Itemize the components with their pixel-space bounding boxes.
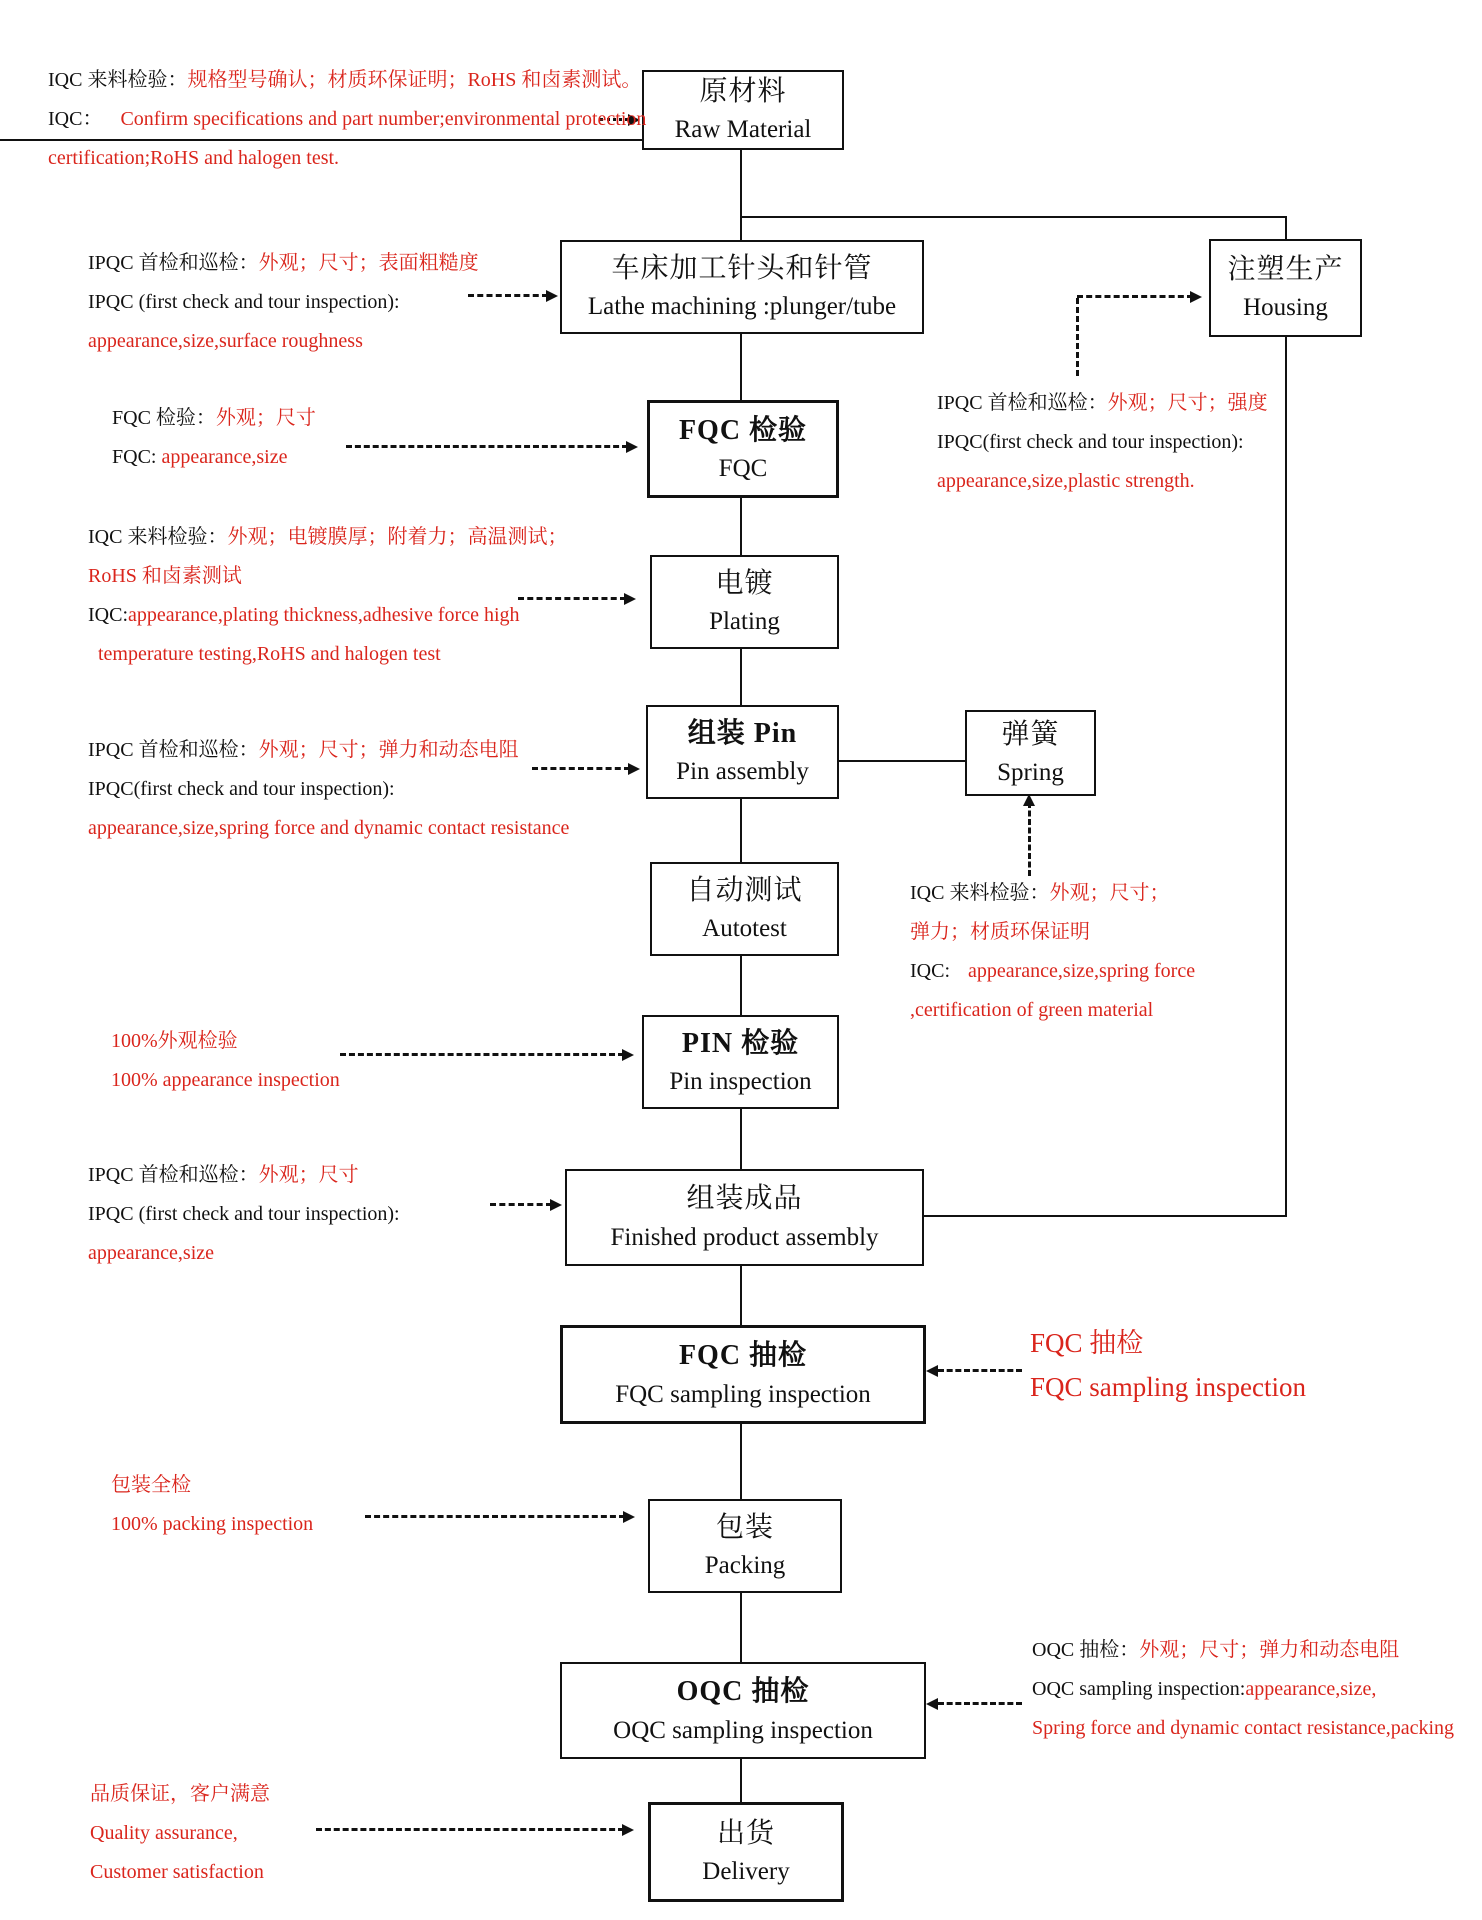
annotation-line [111,1067,340,1093]
annotation-line [937,468,1268,494]
annotation-text-red: 规格型号确认；材质环保证明；RoHS 和卤素测试。 [187,69,642,91]
connector-finished-to-fqcsampling [740,1262,742,1325]
annotation-text-red: Spring force and dynamic contact resistance,packing [1032,1717,1455,1739]
node-spring-en: Spring [997,759,1064,787]
annotation-text-red: 外观；尺寸； [1049,882,1170,904]
node-fqc-sampling-en: FQC sampling inspection [615,1380,871,1408]
annotation-text-red: FQC sampling inspection [1030,1372,1306,1402]
node-lathe-machining [560,240,924,334]
annotation-quality-assurance [90,1781,270,1898]
dashed-arrow-iqc-spring [1028,802,1031,876]
dashed-arrow-ipqc-housing-h [1077,295,1193,298]
annotation-text-black: IQC: [910,960,950,982]
annotation-text-black: FQC: [112,446,157,468]
annotation-text-red: 品质保证，客户满意 [90,1783,270,1805]
arrowhead-icon [624,593,636,605]
node-pin-assembly [646,705,839,799]
node-raw-material-en: Raw Material [674,116,812,144]
node-oqc-sampling-en: OQC sampling inspection [613,1716,873,1744]
annotation-line [90,1820,270,1846]
node-spring-zh: 弹簧 [1001,718,1060,750]
dashed-arrow-pininspection [340,1053,624,1056]
annotation-line [48,67,646,93]
annotation-text-black: IPQC (first check and tour inspection): [88,1203,400,1225]
annotation-line [111,1511,313,1537]
node-plating-zh: 电镀 [715,567,774,599]
dashed-arrow-ipqc-finished [490,1203,552,1206]
node-pin-assembly-en: Pin assembly [676,758,809,786]
node-oqc-sampling-zh: OQC 抽检 [676,1676,810,1708]
annotation-line [112,444,316,470]
annotation-text-red: 100%外观检验 [111,1030,238,1052]
node-autotest-zh: 自动测试 [686,874,803,906]
connector-housing-to-finished [920,1215,1287,1217]
annotation-text-red: certification;RoHS and halogen test. [48,147,340,169]
connector-housing-down [1285,333,1287,1216]
node-fqc-inspection-en: FQC [718,455,768,483]
node-packing [648,1499,842,1593]
annotation-text-red: appearance,plating thickness,adhesive force high [128,604,520,626]
connector-autotest-to-pininspection [740,952,742,1015]
arrowhead-icon [550,1199,562,1211]
annotation-fqc [112,405,316,483]
node-spring [965,710,1096,796]
annotation-line [88,737,569,763]
annotation-text-red: Confirm specifications and part number;environmental protection [120,108,647,130]
node-delivery-zh: 出货 [716,1817,775,1849]
annotation-ipqc-pin-assembly [88,737,569,854]
annotation-line [1032,1715,1454,1741]
annotation-line [88,289,479,315]
annotation-text-red: appearance,size, [1245,1678,1377,1700]
annotation-line [88,776,569,802]
annotation-line [112,405,316,431]
annotation-text-red: 外观；电镀膜厚；附着力；高温测试； [227,526,568,548]
arrowhead-icon [1190,291,1202,303]
annotation-text-red: appearance,size,surface roughness [88,330,363,352]
node-oqc-sampling [560,1662,926,1759]
node-pin-inspection [642,1015,839,1109]
annotation-line [88,328,479,354]
annotation-text-black: IQC: [88,604,128,626]
node-finished-assembly [565,1169,924,1266]
arrowhead-icon [623,1511,635,1523]
node-finished-assembly-en: Finished product assembly [610,1223,879,1251]
node-fqc-sampling [560,1325,926,1424]
annotation-text-black: IQC 来料检验： [48,69,188,91]
annotation-text-black: OQC sampling inspection: [1032,1678,1246,1700]
annotation-text-black: IPQC(first check and tour inspection): [937,431,1244,453]
annotation-text-black: IPQC 首检和巡检： [937,392,1108,414]
dashed-arrow-fqc [346,445,628,448]
annotation-oqc-sampling [1032,1637,1454,1754]
node-packing-zh: 包装 [715,1511,774,1543]
annotation-iqc-spring [910,880,1195,1036]
connector-pininspection-to-finished [740,1105,742,1169]
annotation-text-red: 弹力；材质环保证明 [910,921,1090,943]
annotation-text-red: Quality assurance, [90,1822,238,1844]
annotation-text-black: FQC 检验： [112,407,216,429]
annotation-text-black: IPQC (first check and tour inspection): [88,291,400,313]
node-finished-assembly-zh: 组装成品 [686,1183,803,1215]
arrowhead-icon [926,1365,938,1377]
connector-plating-to-pinassembly [740,645,742,705]
annotation-line [1032,1676,1454,1702]
annotation-text-red: temperature testing,RoHS and halogen test [98,643,441,665]
node-housing [1209,239,1362,337]
annotation-appearance-inspection [111,1028,340,1106]
arrowhead-icon [546,290,558,302]
annotation-text-red: 外观；尺寸；强度 [1107,392,1268,414]
annotation-line [88,524,567,550]
annotation-line [111,1472,313,1498]
annotation-line [88,641,567,667]
arrowhead-icon [626,441,638,453]
annotation-line [88,602,567,628]
annotation-text-black: IPQC(first check and tour inspection): [88,778,395,800]
annotation-line [88,1240,400,1266]
arrowhead-icon [622,1824,634,1836]
annotation-text-red: 100% appearance inspection [111,1069,340,1091]
node-pin-assembly-zh: 组装 Pin [687,717,798,749]
annotation-text-red: 100% packing inspection [111,1513,314,1535]
annotation-text-red: 外观；尺寸 [258,1164,359,1186]
node-fqc-inspection-zh: FQC 检验 [678,414,808,446]
annotation-line [1030,1328,1306,1358]
dashed-arrow-oqcsampling [938,1702,1022,1705]
node-fqc-sampling-zh: FQC 抽检 [678,1340,808,1372]
annotation-line [910,997,1195,1023]
node-housing-zh: 注塑生产 [1227,253,1344,285]
node-lathe-machining-zh: 车床加工针头和针管 [611,252,873,284]
node-autotest-en: Autotest [702,915,787,943]
annotation-text-red: 包装全检 [111,1474,191,1496]
dashed-arrow-ipqc-lathe [468,294,548,297]
annotation-text-red: 外观；尺寸；弹力和动态电阻 [1139,1639,1400,1661]
annotation-line [910,919,1195,945]
annotation-text-red: RoHS 和卤素测试 [88,565,242,587]
annotation-text-red: appearance,size [161,446,288,468]
node-delivery [648,1802,844,1902]
annotation-text-black: IPQC 首检和巡检： [88,739,259,761]
node-pin-inspection-zh: PIN 检验 [681,1027,800,1059]
annotation-text-red: appearance,size,spring force [968,960,1196,982]
annotation-text-black: IQC 来料检验： [910,882,1050,904]
connector-fqc-to-plating [740,492,742,555]
annotation-line [48,145,646,171]
annotation-text-red: 外观；尺寸 [215,407,316,429]
node-pin-inspection-en: Pin inspection [669,1068,812,1096]
annotation-line [1032,1637,1454,1663]
annotation-iqc-raw-material [48,67,646,184]
annotation-text-black: IQC 来料检验： [88,526,228,548]
connector-fqcsampling-to-packing [740,1418,742,1499]
annotation-line [111,1028,340,1054]
node-autotest [650,862,839,956]
annotation-iqc-plating [88,524,567,680]
node-packing-en: Packing [704,1552,786,1580]
node-delivery-en: Delivery [702,1858,790,1886]
annotation-line [90,1859,270,1885]
connector-packing-to-oqcsampling [740,1589,742,1662]
annotation-text-red: appearance,size [88,1242,215,1264]
annotation-text-black: IPQC 首检和巡检： [88,252,259,274]
annotation-fqc-sampling [1030,1328,1306,1416]
annotation-ipqc-lathe [88,250,479,367]
annotation-line [88,250,479,276]
node-plating-en: Plating [709,608,780,636]
annotation-text-red: 外观；尺寸；弹力和动态电阻 [258,739,519,761]
annotation-packing-inspection [111,1472,313,1550]
connector-branch-housing-drop [1285,216,1287,239]
annotation-ipqc-finished [88,1162,400,1279]
annotation-text-red: appearance,size,spring force and dynamic contact resistance [88,817,570,839]
connector-lathe-to-fqc [740,330,742,400]
annotation-text-red: 外观；尺寸；表面粗糙度 [258,252,479,274]
connector-pinassembly-to-spring [835,760,965,762]
annotation-line [88,563,567,589]
arrowhead-icon [622,1049,634,1061]
dashed-arrow-packing [365,1515,625,1518]
annotation-line [88,815,569,841]
annotation-line [937,390,1268,416]
node-raw-material [642,70,844,150]
connector-raw-to-lathe [740,146,742,240]
annotation-text-red: ,certification of green material [910,999,1154,1021]
node-housing-en: Housing [1243,294,1328,322]
annotation-text-black: IPQC 首检和巡检： [88,1164,259,1186]
annotation-line [1030,1372,1306,1402]
node-plating [650,555,839,649]
arrowhead-icon [926,1698,938,1710]
annotation-line [88,1162,400,1188]
connector-pinassembly-to-autotest [740,795,742,862]
node-fqc-inspection [647,400,839,498]
connector-branch-to-housing [740,216,1287,218]
arrowhead-icon [628,763,640,775]
connector-oqcsampling-to-delivery [740,1755,742,1802]
annotation-text-black: OQC 抽检： [1032,1639,1140,1661]
annotation-line [937,429,1268,455]
annotation-ipqc-housing [937,390,1268,507]
annotation-line [910,958,1195,984]
annotation-line [910,880,1195,906]
dashed-arrow-delivery [316,1828,624,1831]
annotation-line [90,1781,270,1807]
dashed-arrow-ipqc-housing-v [1076,298,1079,376]
annotation-text-red: appearance,size,plastic strength. [937,470,1195,492]
annotation-text-red: Customer satisfaction [90,1861,264,1883]
annotation-line [88,1201,400,1227]
node-lathe-machining-en: Lathe machining :plunger/tube [587,293,897,321]
annotation-text-black: IQC： [48,108,103,130]
node-raw-material-zh: 原材料 [699,75,787,107]
annotation-line [48,106,646,132]
dashed-arrow-fqcsampling [938,1369,1022,1372]
annotation-text-red: FQC 抽检 [1030,1328,1144,1358]
